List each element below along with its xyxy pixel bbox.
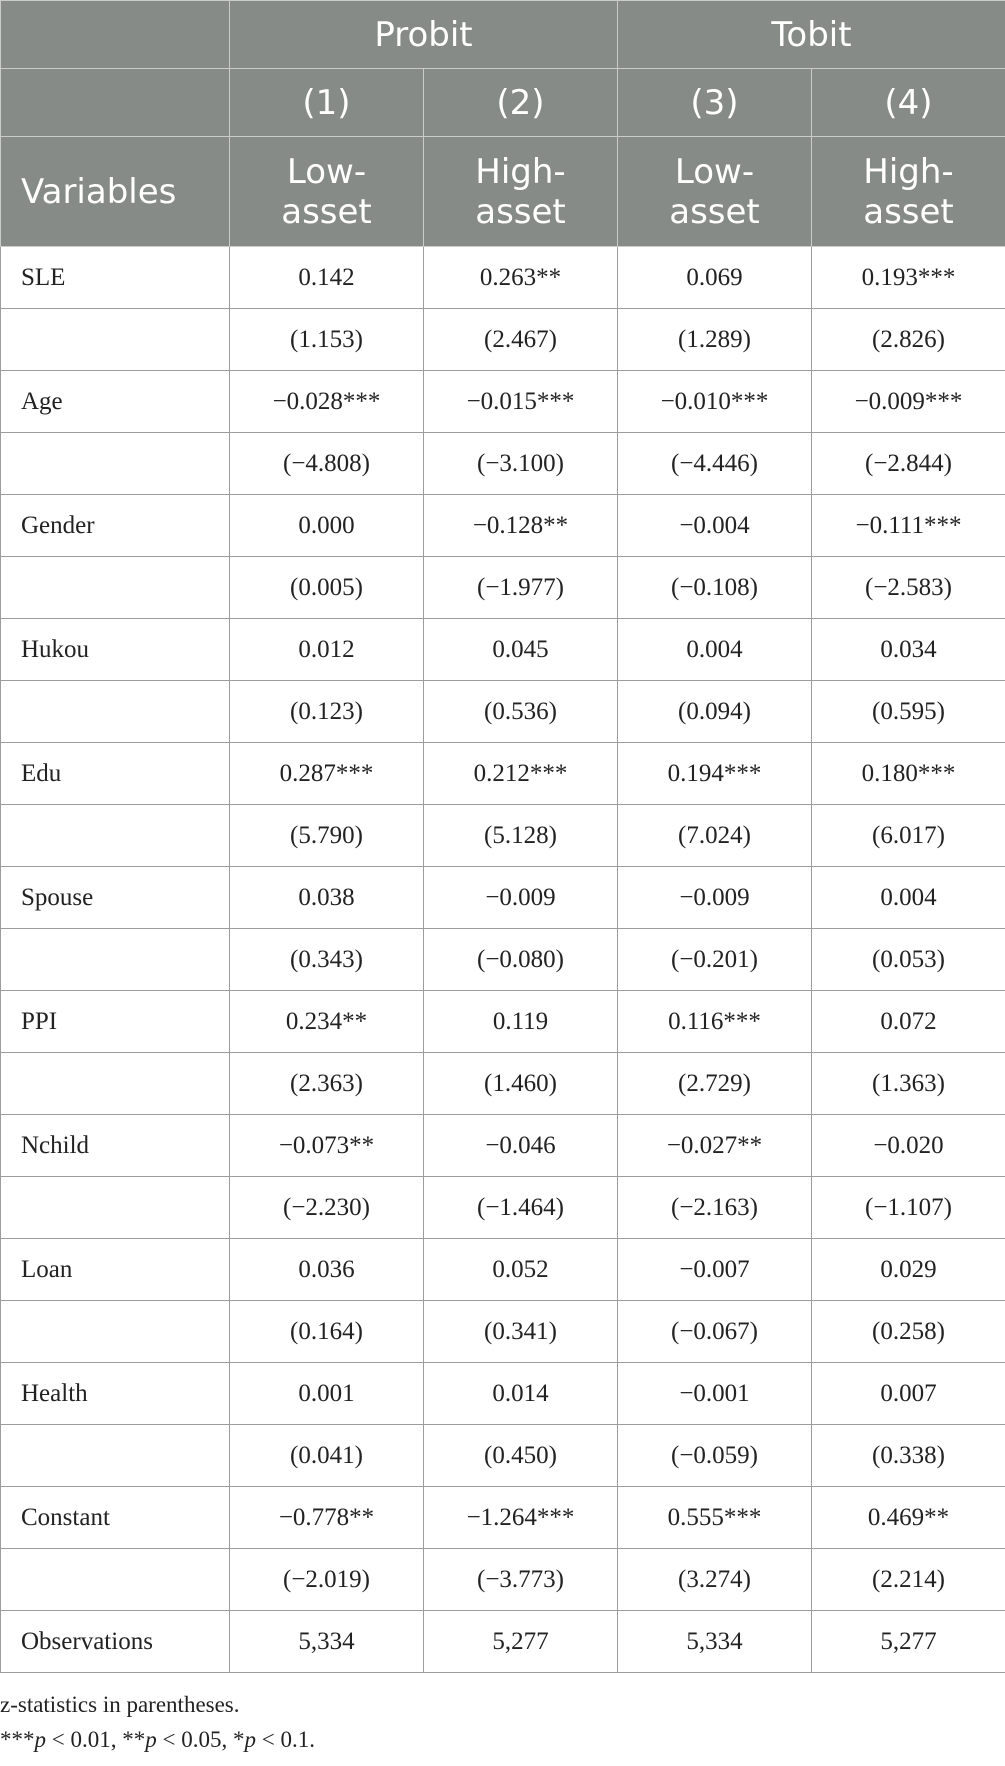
row-label (1, 1301, 230, 1363)
table-cell: 0.052 (424, 1239, 618, 1301)
table-cell: (−1.107) (812, 1177, 1005, 1239)
table-cell: (0.123) (230, 681, 424, 743)
header-row-model-numbers (1, 69, 1005, 137)
table-cell: 0.000 (230, 495, 424, 557)
table-cell: (2.826) (812, 309, 1005, 371)
notes-text: < 0.01, ** (46, 1727, 146, 1752)
table-cell: 0.012 (230, 619, 424, 681)
table-cell: 0.287*** (230, 743, 424, 805)
table-row (1, 1611, 1005, 1673)
table-cell: (0.053) (812, 929, 1005, 991)
notes-p-symbol: p (34, 1727, 46, 1752)
row-label: Nchild (1, 1115, 230, 1177)
row-label: Health (1, 1363, 230, 1425)
table-cell: (0.258) (812, 1301, 1005, 1363)
table-cell: 0.119 (424, 991, 618, 1053)
table-row-zstat (1, 1053, 1005, 1115)
table-row-zstat (1, 805, 1005, 867)
header-group-probit: Probit (230, 1, 618, 69)
table-row-zstat (1, 433, 1005, 495)
row-label (1, 433, 230, 495)
table-cell: 0.212*** (424, 743, 618, 805)
table-cell: −1.264*** (424, 1487, 618, 1549)
table-cell: 0.001 (230, 1363, 424, 1425)
header-subgroup: Low- asset (618, 137, 812, 247)
table-cell: −0.046 (424, 1115, 618, 1177)
table-cell: (0.595) (812, 681, 1005, 743)
table-cell: (7.024) (618, 805, 812, 867)
table-cell: 0.142 (230, 247, 424, 309)
table-cell: (2.363) (230, 1053, 424, 1115)
table-cell: (−4.808) (230, 433, 424, 495)
table-cell: 5,334 (618, 1611, 812, 1673)
table-cell: (−0.059) (618, 1425, 812, 1487)
row-label: SLE (1, 247, 230, 309)
table-cell: 0.036 (230, 1239, 424, 1301)
row-label (1, 1177, 230, 1239)
notes-line-statistics: z-statistics in parentheses. (0, 1692, 240, 1717)
table-cell: 0.038 (230, 867, 424, 929)
table-cell: −0.001 (618, 1363, 812, 1425)
notes-text: < 0.05, * (156, 1727, 245, 1752)
table-cell: (2.729) (618, 1053, 812, 1115)
table-cell: (−2.163) (618, 1177, 812, 1239)
table-cell: (1.153) (230, 309, 424, 371)
notes-stars: *** (0, 1727, 35, 1752)
header-empty-cell (1, 69, 230, 137)
table-cell: 5,334 (230, 1611, 424, 1673)
row-label: Edu (1, 743, 230, 805)
table-cell: (0.341) (424, 1301, 618, 1363)
header-subgroup: High- asset (424, 137, 618, 247)
table-cell: (−0.108) (618, 557, 812, 619)
table-body (1, 247, 1005, 1673)
table-row-zstat (1, 557, 1005, 619)
table-cell: (−0.080) (424, 929, 618, 991)
header-subgroup: High- asset (812, 137, 1005, 247)
row-label (1, 929, 230, 991)
table-cell: (−0.201) (618, 929, 812, 991)
row-label (1, 309, 230, 371)
table-row (1, 1239, 1005, 1301)
table-cell: −0.009 (424, 867, 618, 929)
table-cell: −0.027** (618, 1115, 812, 1177)
header-model-number: (4) (812, 69, 1005, 137)
table-cell: (0.005) (230, 557, 424, 619)
table-cell: (0.164) (230, 1301, 424, 1363)
table-cell: −0.111*** (812, 495, 1005, 557)
table-cell: 5,277 (424, 1611, 618, 1673)
table-cell: −0.128** (424, 495, 618, 557)
row-label (1, 681, 230, 743)
table-cell: −0.020 (812, 1115, 1005, 1177)
table-row (1, 619, 1005, 681)
table-row-zstat (1, 1177, 1005, 1239)
table-cell: 0.194*** (618, 743, 812, 805)
table-cell: 0.555*** (618, 1487, 812, 1549)
header-row-subgroups (1, 137, 1005, 247)
header-variables-label: Variables (1, 137, 230, 247)
table-cell: 0.045 (424, 619, 618, 681)
row-label (1, 1425, 230, 1487)
table-cell: 0.029 (812, 1239, 1005, 1301)
table-cell: −0.778** (230, 1487, 424, 1549)
table-row-zstat (1, 1549, 1005, 1611)
table-row (1, 371, 1005, 433)
table-cell: 0.234** (230, 991, 424, 1053)
header-group-tobit: Tobit (618, 1, 1005, 69)
row-label: Observations (1, 1611, 230, 1673)
table-cell: (−2.844) (812, 433, 1005, 495)
table-cell: (−0.067) (618, 1301, 812, 1363)
table-cell: 0.263** (424, 247, 618, 309)
table-cell: 0.004 (812, 867, 1005, 929)
table-row-zstat (1, 1301, 1005, 1363)
table-row (1, 743, 1005, 805)
table-cell: (0.536) (424, 681, 618, 743)
table-cell: −0.015*** (424, 371, 618, 433)
table-cell: (−2.019) (230, 1549, 424, 1611)
table-cell: (0.094) (618, 681, 812, 743)
table-cell: 0.004 (618, 619, 812, 681)
table-cell: 0.069 (618, 247, 812, 309)
table-cell: 5,277 (812, 1611, 1005, 1673)
table-cell: (−2.583) (812, 557, 1005, 619)
table-cell: (0.041) (230, 1425, 424, 1487)
notes-text: < 0.1. (255, 1727, 315, 1752)
notes-p-symbol: p (145, 1727, 157, 1752)
table-cell: 0.007 (812, 1363, 1005, 1425)
row-label (1, 557, 230, 619)
table-cell: (−1.977) (424, 557, 618, 619)
table-cell: 0.469** (812, 1487, 1005, 1549)
table-cell: 0.116*** (618, 991, 812, 1053)
table-cell: −0.004 (618, 495, 812, 557)
row-label: Loan (1, 1239, 230, 1301)
row-label: Age (1, 371, 230, 433)
header-model-number: (2) (424, 69, 618, 137)
row-label (1, 1549, 230, 1611)
table-notes (0, 1687, 315, 1757)
table-cell: (1.460) (424, 1053, 618, 1115)
table-cell: (−2.230) (230, 1177, 424, 1239)
header-model-number: (1) (230, 69, 424, 137)
header-empty-cell (1, 1, 230, 69)
table-cell: (−1.464) (424, 1177, 618, 1239)
table-row-zstat (1, 929, 1005, 991)
table-cell: (5.790) (230, 805, 424, 867)
table-row-zstat (1, 681, 1005, 743)
table-row-zstat (1, 309, 1005, 371)
row-label: Gender (1, 495, 230, 557)
table-cell: −0.073** (230, 1115, 424, 1177)
table-cell: (1.289) (618, 309, 812, 371)
header-subgroup: Low- asset (230, 137, 424, 247)
table-row (1, 495, 1005, 557)
row-label: Hukou (1, 619, 230, 681)
table-cell: (0.338) (812, 1425, 1005, 1487)
table-row (1, 991, 1005, 1053)
row-label (1, 805, 230, 867)
table-cell: (0.450) (424, 1425, 618, 1487)
table-cell: (3.274) (618, 1549, 812, 1611)
table-cell: 0.072 (812, 991, 1005, 1053)
table-row (1, 1363, 1005, 1425)
row-label: Spouse (1, 867, 230, 929)
table-cell: −0.009 (618, 867, 812, 929)
notes-line-significance (0, 1722, 315, 1757)
table-cell: −0.028*** (230, 371, 424, 433)
table-cell: (6.017) (812, 805, 1005, 867)
row-label: Constant (1, 1487, 230, 1549)
table-row (1, 1487, 1005, 1549)
table-cell: 0.014 (424, 1363, 618, 1425)
table-row (1, 867, 1005, 929)
table-cell: (−4.446) (618, 433, 812, 495)
table-cell: −0.009*** (812, 371, 1005, 433)
header-model-number: (3) (618, 69, 812, 137)
table-cell: (5.128) (424, 805, 618, 867)
table-cell: (2.214) (812, 1549, 1005, 1611)
row-label: PPI (1, 991, 230, 1053)
table-header (1, 1, 1005, 247)
table-cell: −0.010*** (618, 371, 812, 433)
table-cell: −0.007 (618, 1239, 812, 1301)
table-cell: 0.034 (812, 619, 1005, 681)
table-row-zstat (1, 1425, 1005, 1487)
table-cell: (0.343) (230, 929, 424, 991)
table-cell: (2.467) (424, 309, 618, 371)
table-row (1, 1115, 1005, 1177)
table-cell: (−3.100) (424, 433, 618, 495)
notes-p-symbol: p (244, 1727, 256, 1752)
table-row (1, 247, 1005, 309)
table-cell: (1.363) (812, 1053, 1005, 1115)
row-label (1, 1053, 230, 1115)
table-cell: 0.193*** (812, 247, 1005, 309)
table-cell: 0.180*** (812, 743, 1005, 805)
table-cell: (−3.773) (424, 1549, 618, 1611)
header-row-model-groups (1, 1, 1005, 69)
